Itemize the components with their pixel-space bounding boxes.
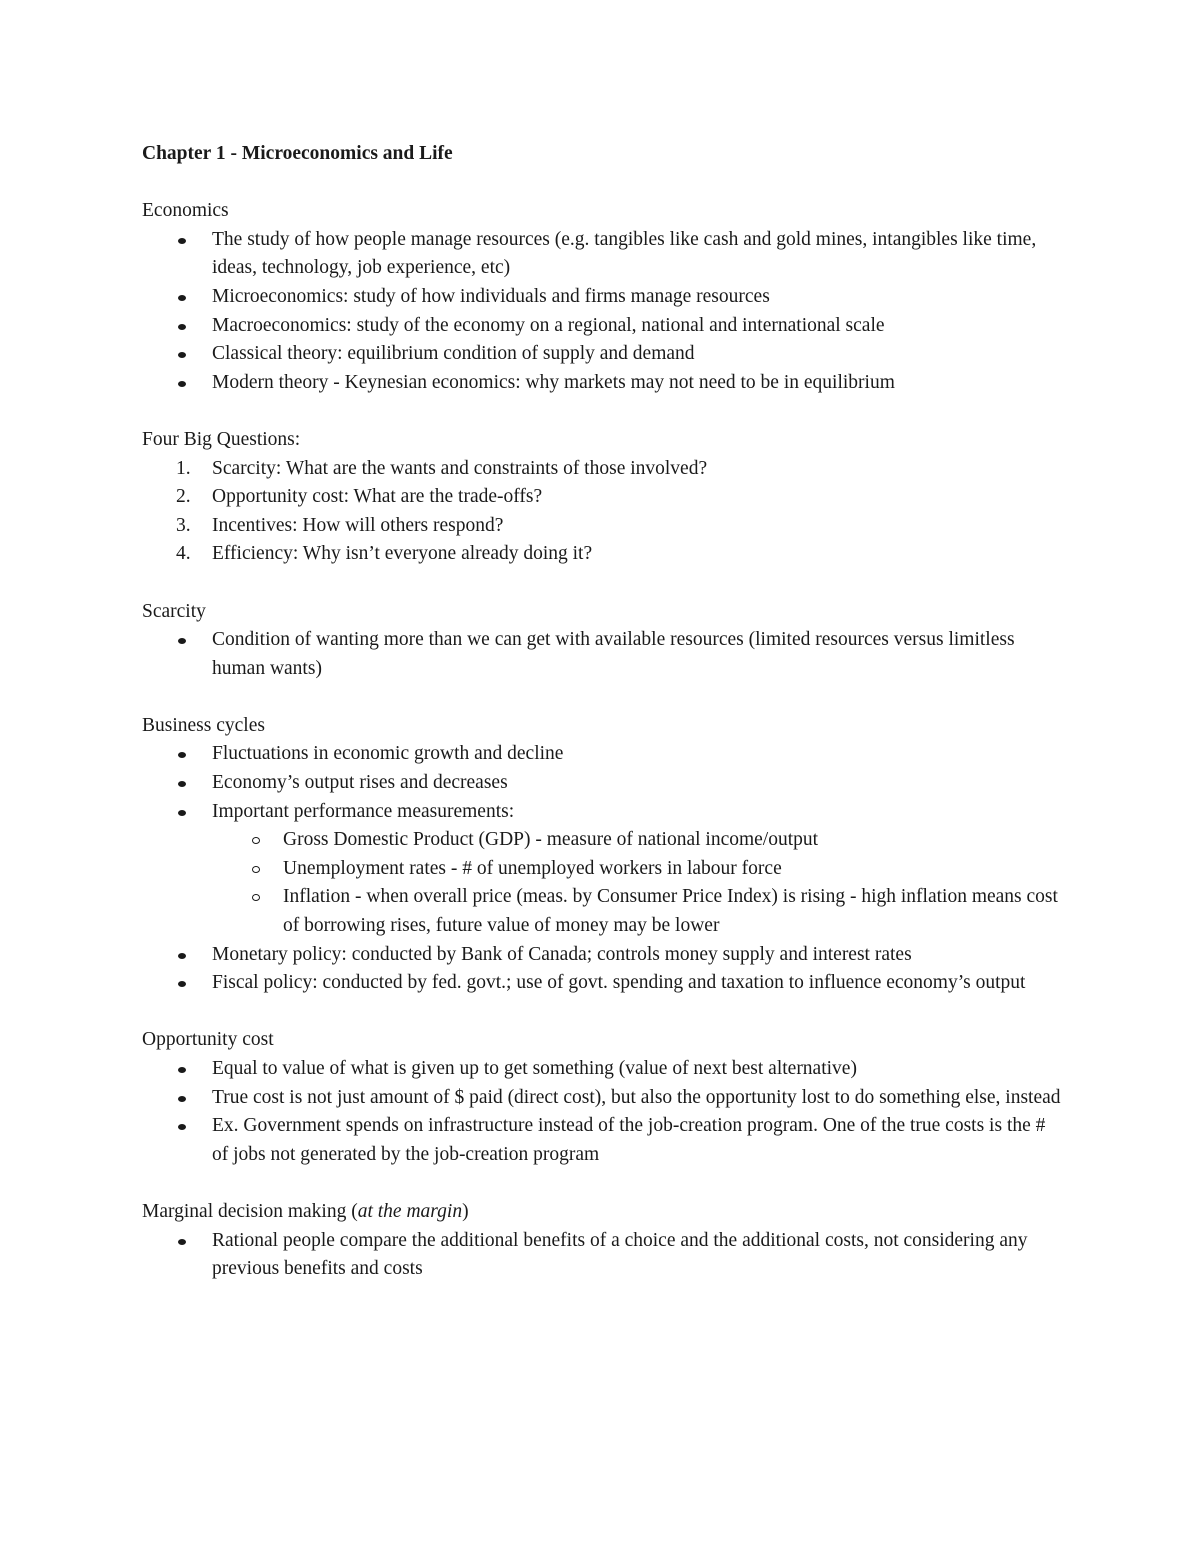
sub-list-item: Gross Domestic Product (GDP) - measure of national income/output	[212, 826, 1062, 855]
list-number: 1.	[176, 457, 191, 479]
list-item: 2. Opportunity cost: What are the trade-offs?	[142, 483, 1062, 512]
bullet-circle-icon	[252, 837, 260, 844]
bullet-circle-icon	[252, 894, 260, 901]
bullet-list	[142, 740, 1062, 997]
list-item: Classical theory: equilibrium condition of supply and demand	[142, 340, 1062, 369]
page-title: Chapter 1 - Microeconomics and Life	[142, 143, 453, 164]
section-economics	[142, 197, 1062, 397]
bullet-dot-icon	[178, 981, 186, 987]
bullet-dot-icon	[178, 324, 186, 330]
list-item: Equal to value of what is given up to get something (value of next best alternative)	[142, 1055, 1062, 1084]
bullet-dot-icon	[178, 238, 186, 244]
list-number: 4.	[176, 543, 191, 565]
bullet-dot-icon	[178, 381, 186, 387]
section-marginal-decision-making	[142, 1198, 1062, 1284]
list-item: Condition of wanting more than we can get with available resources (limited resources versus limitless human wants)	[142, 626, 1062, 683]
section-scarcity	[142, 598, 1062, 684]
bullet-list	[142, 226, 1062, 398]
list-item: Macroeconomics: study of the economy on a regional, national and international scale	[142, 312, 1062, 341]
list-item: Important performance measurements: Gross Domestic Product (GDP) - measure of national income/output Unemployment rates - # of unemployed workers in labour force Inflation - when overall price (meas. by Consumer Price Index) is rising - high inflation means cost of borrowing rises, future value of money may be lower	[142, 798, 1062, 941]
bullet-dot-icon	[178, 1239, 186, 1245]
bullet-dot-icon	[178, 295, 186, 301]
bullet-circle-icon	[252, 866, 260, 873]
section-heading: Opportunity cost	[142, 1029, 274, 1051]
heading-emphasis: at the margin	[357, 1200, 463, 1222]
bullet-dot-icon	[178, 1096, 186, 1102]
bullet-dot-icon	[178, 781, 186, 787]
list-item: True cost is not just amount of $ paid (direct cost), but also the opportunity lost to do something else, instead	[142, 1084, 1062, 1113]
section-heading: Scarcity	[142, 600, 206, 622]
section-heading: Business cycles	[142, 714, 265, 736]
section-heading: Four Big Questions:	[142, 428, 301, 450]
section-heading: Economics	[142, 200, 229, 222]
list-number: 3.	[176, 514, 191, 536]
bullet-dot-icon	[178, 953, 186, 959]
list-item: Economy’s output rises and decreases	[142, 769, 1062, 798]
bullet-list	[142, 1055, 1062, 1169]
bullet-dot-icon	[178, 752, 186, 758]
list-item: Fiscal policy: conducted by fed. govt.; use of govt. spending and taxation to influence economy’s output	[142, 969, 1062, 998]
list-item: 4. Efficiency: Why isn’t everyone already doing it?	[142, 540, 1062, 569]
sub-list-item: Inflation - when overall price (meas. by Consumer Price Index) is rising - high inflation means cost of borrowing rises, future value of money may be lower	[212, 883, 1062, 940]
bullet-dot-icon	[178, 638, 186, 644]
bullet-list	[142, 626, 1062, 683]
list-item: Microeconomics: study of how individuals and firms manage resources	[142, 283, 1062, 312]
list-item: Fluctuations in economic growth and decline	[142, 740, 1062, 769]
section-opportunity-cost	[142, 1026, 1062, 1169]
bullet-dot-icon	[178, 810, 186, 816]
document-page	[142, 140, 1062, 1284]
list-item: Modern theory - Keynesian economics: why markets may not need to be in equilibrium	[142, 369, 1062, 398]
bullet-dot-icon	[178, 1067, 186, 1073]
bullet-dot-icon	[178, 1124, 186, 1130]
list-item: Ex. Government spends on infrastructure instead of the job-creation program. One of the true costs is the # of jobs not generated by the job-creation program	[142, 1112, 1062, 1169]
numbered-list	[142, 455, 1062, 569]
list-item: 3. Incentives: How will others respond?	[142, 512, 1062, 541]
list-number: 2.	[176, 486, 191, 508]
section-business-cycles	[142, 712, 1062, 998]
list-item: Rational people compare the additional benefits of a choice and the additional costs, not considering any previous benefits and costs	[142, 1227, 1062, 1284]
bullet-dot-icon	[178, 352, 186, 358]
list-item: Monetary policy: conducted by Bank of Canada; controls money supply and interest rates	[142, 941, 1062, 970]
bullet-list	[142, 1227, 1062, 1284]
sub-list-item: Unemployment rates - # of unemployed workers in labour force	[212, 855, 1062, 884]
list-item: 1. Scarcity: What are the wants and constraints of those involved?	[142, 455, 1062, 484]
sub-bullet-list	[212, 826, 1062, 940]
section-four-big-questions	[142, 426, 1062, 569]
list-item: The study of how people manage resources (e.g. tangibles like cash and gold mines, intangibles like time, ideas, technology, job experience, etc)	[142, 226, 1062, 283]
section-heading: Marginal decision making (at the margin)	[142, 1200, 469, 1222]
